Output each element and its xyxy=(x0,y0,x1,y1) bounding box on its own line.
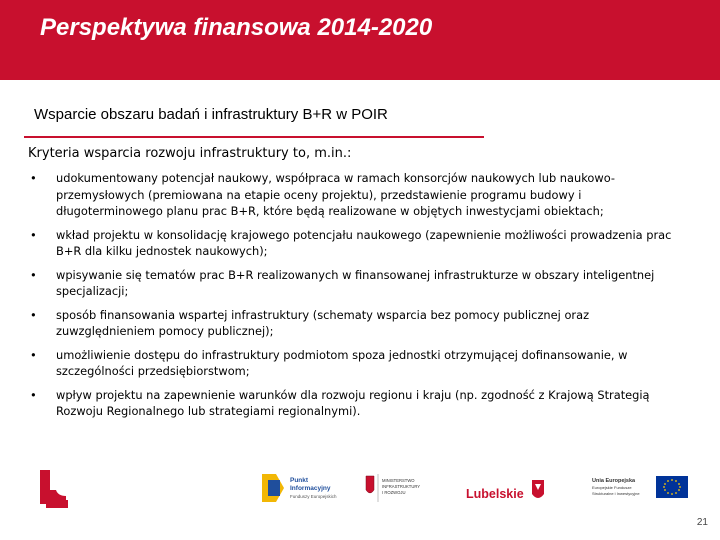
punkt-line3: Funduszy Europejskich xyxy=(290,494,337,499)
criterion-text: udokumentowany potencjał naukowy, współpraca w ramach konsorcjów naukowych lub naukowo-przemysłowych (premiowana na etapie oceny projektu), przedstawienie programu budowy i długoterminowego planu prac B+R, które będą realizowane w objętych inwestycjami obiektach; xyxy=(56,171,615,218)
criterion-text: sposób finansowania wspartej infrastruktury (schematy wsparcia bez pomocy publicznej oraz zuwzględnieniem pomocy publicznej); xyxy=(56,307,590,338)
criterion-text: wpisywanie się tematów prac B+R realizowanych w finansowanej infrastrukturze w obszary inteligentnej specjalizacji; xyxy=(56,267,655,298)
lubelskie-logo xyxy=(466,480,544,501)
header-banner xyxy=(0,0,720,80)
eu-logo xyxy=(592,476,688,498)
criterion-text: wpływ projektu na zapewnienie warunków dla rozwoju regionu i kraju (np. zgodność z Krajową Strategią Rozwoju Regionalnego lub strategiami regionalnymi). xyxy=(56,387,650,418)
page-title: Perspektywa finansowa 2014-2020 xyxy=(40,14,433,41)
intro-text: Kryteria wsparcia rozwoju infrastruktury to, m.in.: xyxy=(28,146,352,161)
list-item xyxy=(28,267,680,300)
lubelskie-wordmark: Lubelskie xyxy=(466,487,524,501)
page-number: 21 xyxy=(696,517,708,528)
list-item xyxy=(28,347,680,380)
eu-line1: Unia Europejska xyxy=(592,478,636,484)
ministry-line1: MINISTERSTWO xyxy=(382,478,415,483)
bullet-icon: • xyxy=(30,347,37,362)
logo-strip xyxy=(0,466,720,516)
ministry-logo xyxy=(366,474,420,502)
bullet-icon: • xyxy=(30,387,37,402)
list-item xyxy=(28,307,680,340)
bullet-icon: • xyxy=(30,307,37,322)
subtitle-divider xyxy=(24,136,484,138)
bullet-icon: • xyxy=(30,171,37,185)
list-item xyxy=(28,387,680,420)
eagle-emblem-icon xyxy=(366,476,374,493)
punkt-line2: Informacyjny xyxy=(290,485,331,492)
eu-line3: Strukturalne i Inwestycyjne xyxy=(592,491,640,496)
criteria-list xyxy=(28,170,680,427)
punkt-line1: Punkt xyxy=(290,477,309,484)
eu-line2: Europejskie Fundusze xyxy=(592,485,632,490)
criterion-text: wkład projektu w konsolidację krajowego potencjału naukowego (zapewnienie możliwości prowadzenia prac B+R dla kilku jednostek naukowych); xyxy=(56,227,672,258)
criterion-text: umożliwienie dostępu do infrastruktury podmiotom spoza jednostki otrzymującej dofinansowanie, w szczególności przedsiębiorstwom; xyxy=(56,347,628,378)
ministry-line3: I ROZWOJU xyxy=(382,490,406,495)
slide-subtitle: Wsparcie obszaru badań i infrastruktury B+R w POIR xyxy=(34,106,388,123)
ministry-line2: INFRASTRUKTURY xyxy=(382,484,421,489)
bullet-icon: • xyxy=(30,227,37,242)
lubelskie-mark-icon xyxy=(40,470,68,508)
list-item xyxy=(28,227,680,260)
bullet-icon: • xyxy=(30,267,37,282)
list-item xyxy=(28,170,680,220)
punkt-informacyjny-logo xyxy=(262,474,337,502)
